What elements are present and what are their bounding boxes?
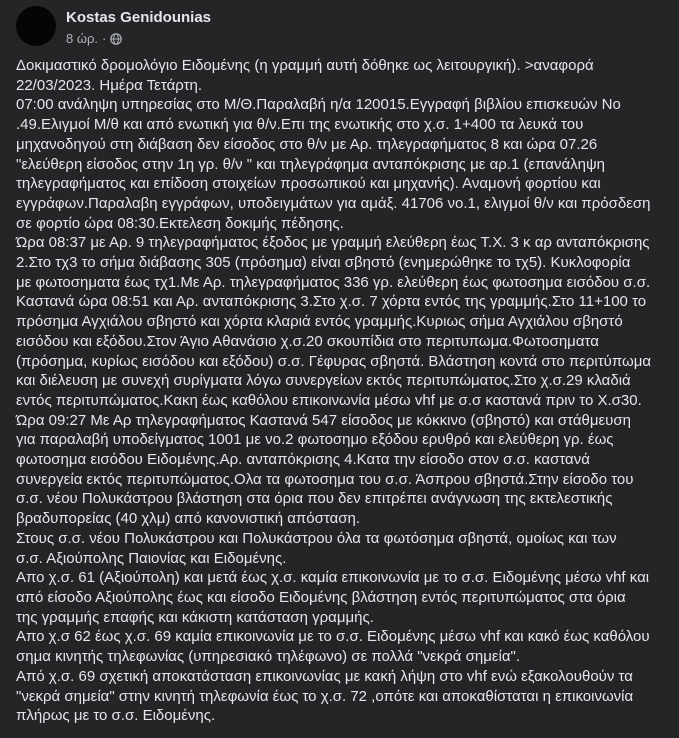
post-line: 2.Στο τχ3 το σήμα διάβασης 305 (πρόσημα) είναι σβηστό (ενημερώθηκε το τχ5). Κυκλοφορία — [16, 254, 631, 272]
post-line: σε φορτίο ώρα 08:30.Εκτελεση δοκιμής πέδησης. — [16, 214, 344, 232]
author-name[interactable]: Kostas Genidounias — [66, 9, 212, 26]
post-line: σημα κινητής τηλεφωνίας (υπηρεσιακό τηλέφωνο) σε πολλά "νεκρά σημεία". — [16, 648, 521, 666]
post-line: Από χ.σ. 69 σχετική αποκατάσταση επικοινωνίας με κακή λήψη στο vhf ενώ εξακολουθούν τα — [16, 667, 633, 685]
post-line: "νεκρά σημεία" στην κινητή τηλεφωνία έως το χ.σ. 72 ,οπότε και αποκαθίσταται η επικοινωνία — [16, 687, 634, 705]
post-line: "ελεύθερη είσοδος στην 1η γρ. θ/ν " και τηλεγράφημα ανταπόκρισης με αρ.1 (επανάληψη — [16, 155, 605, 173]
post-line: (πρόσημα, κυρίως εισόδου και εξόδου) σ.σ. Γέφυρας σβηστά. Βλάστηση κοντά στο περιτύπωμα — [16, 352, 652, 370]
post-line: Ώρα 08:37 με Αρ. 9 τηλεγραφήματος έξοδος με γραμμή ελεύθερη έως Τ.Χ. 3 κ αρ ανταπόκρισης — [16, 234, 650, 252]
post-line: από είσοδο Αξιούπολης έως και είσοδο Ειδομένης βλάστηση εντός περιτυπώματος στα όρια — [16, 588, 626, 606]
meta-separator: · — [102, 31, 107, 46]
post-line: Απο χ.σ 62 έως χ.σ. 69 καμία επικοινωνία με το σ.σ. Ειδομένης μέσω vhf και κακό έως καθόλου — [16, 628, 650, 646]
post-line: εισόδου και εξόδου.Στον Άγιο Αθανάσιο χ.σ.20 σκουπίδια στο περιτυπωμα.Φωτοσηματα — [16, 332, 599, 350]
post-line: μηχανοδηγού στη διάβαση δεν είσοδος στο θ/ν με Αρ. τηλεγραφήματος 8 και ώρα 07.26 — [16, 135, 598, 153]
post-line: Στους σ.σ. νέου Πολυκάστρου και Πολυκάστρου όλα τα φωτόσημα σβηστά, ομοίως και των — [16, 529, 617, 547]
post-line: 07:00 ανάληψη υπηρεσίας στο Μ/Θ.Παραλαβή η/α 120015.Εγγραφή βιβλίου επισκευών Νο — [16, 96, 621, 114]
post-line: εντός περιτυπώματος.Κακη έως καθόλου επικοινωνία μέσω vhf με σ.σ καστανά πριν το Χ.σ30. — [16, 391, 642, 409]
post-line: πλήρως με το σ.σ. Ειδομένης. — [16, 707, 216, 725]
post-line: τηλεγραφήματος και επίδοση στοιχείων προσωπικού και μηχανής). Αναμονή φορτίου και — [16, 175, 601, 193]
post-line: εγγράφων.Παραλαβη εγγράφων, υποδειγμάτων για αμάξ. 41706 νο.1, ελιγμοί θ/ν και πρόσδεση — [16, 194, 651, 212]
post-line: Καστανά ώρα 08:51 και Αρ. ανταπόκρισης 3.Στο χ.σ. 7 χόρτα εντός της γραμμής.Στο 11+100 το — [16, 293, 647, 311]
post-line: σ.σ. Αξιούπολης Παιονίας και Ειδομένης. — [16, 549, 287, 567]
post-line: σ.σ. νέου Πολυκάστρου βλάστηση στα όρια που δεν επιτρέπει ανάγνωση της εκτελεστικής — [16, 490, 613, 508]
post-line: 22/03/2023. Ημέρα Τετάρτη. — [16, 76, 203, 94]
post-time[interactable]: 8 ώρ. — [66, 31, 98, 46]
post-meta — [66, 31, 122, 46]
author-avatar[interactable] — [16, 6, 56, 46]
post-line: Ώρα 09:27 Με Αρ τηλεγραφήματος Καστανά 547 είσοδος με κόκκινο (σβηστό) και στάθμευση — [16, 411, 631, 429]
post-line: Δοκιμαστικό δρομολόγιο Ειδομένης (η γραμμή αυτή δόθηκε ως λειτουργική). >αναφορά — [16, 57, 594, 74]
post-line: για παραλαβή υποδείγματος 1001 με νο.2 φωτοσημο εξόδου ερυθρό και ελεύθερη γρ. έως — [16, 431, 614, 449]
post-line: με φωτοσηματα έως τχ1.Με Αρ. τηλεγραφήματος 336 γρ. ελεύθερη έως φωτοσημα εισόδου σ.σ. — [16, 273, 651, 291]
post-line: και διέλευση με συνεχή συρίγματα λόγω συνεργείων εκτός περιτυπώματος.Στο χ.σ.29 κλαδιά — [16, 372, 631, 390]
post-body — [16, 56, 668, 726]
post-line: συνεργεία εκτός περιτυπώματος.Ολα τα φωτοσημα του σ.σ. Άσπρου σβηστά.Στην είσοδο του — [16, 470, 634, 488]
post-line: .49.Ελιγμοί Μ/θ και από ενωτική για θ/ν.Επι της ενωτικής στο χ.σ. 1+400 τα λευκά του — [16, 116, 584, 134]
post-line: βραδυπορείας (40 χλμ) από κανονιστική απόσταση. — [16, 510, 361, 528]
post-line: Απο χ.σ. 61 (Αξιούπολη) και μετά έως χ.σ. καμία επικοινωνία με το σ.σ. Ειδομένης μέσω vhf και — [16, 569, 650, 587]
post-line: της γραμμής επαφής και κάκιστη κατάσταση γραμμής. — [16, 608, 374, 626]
post-line: πρόσημα Αγχιάλου σβηστό και χόρτα κλαριά εντός γραμμής.Κυριως σήμα Αγχιάλου σβηστό — [16, 313, 623, 331]
globe-icon[interactable] — [110, 33, 122, 45]
post-line: φωτοσημα εισόδου Ειδομένης.Αρ. ανταπόκρισης 4.Κατα την είσοδο στον σ.σ. καστανά — [16, 451, 590, 469]
